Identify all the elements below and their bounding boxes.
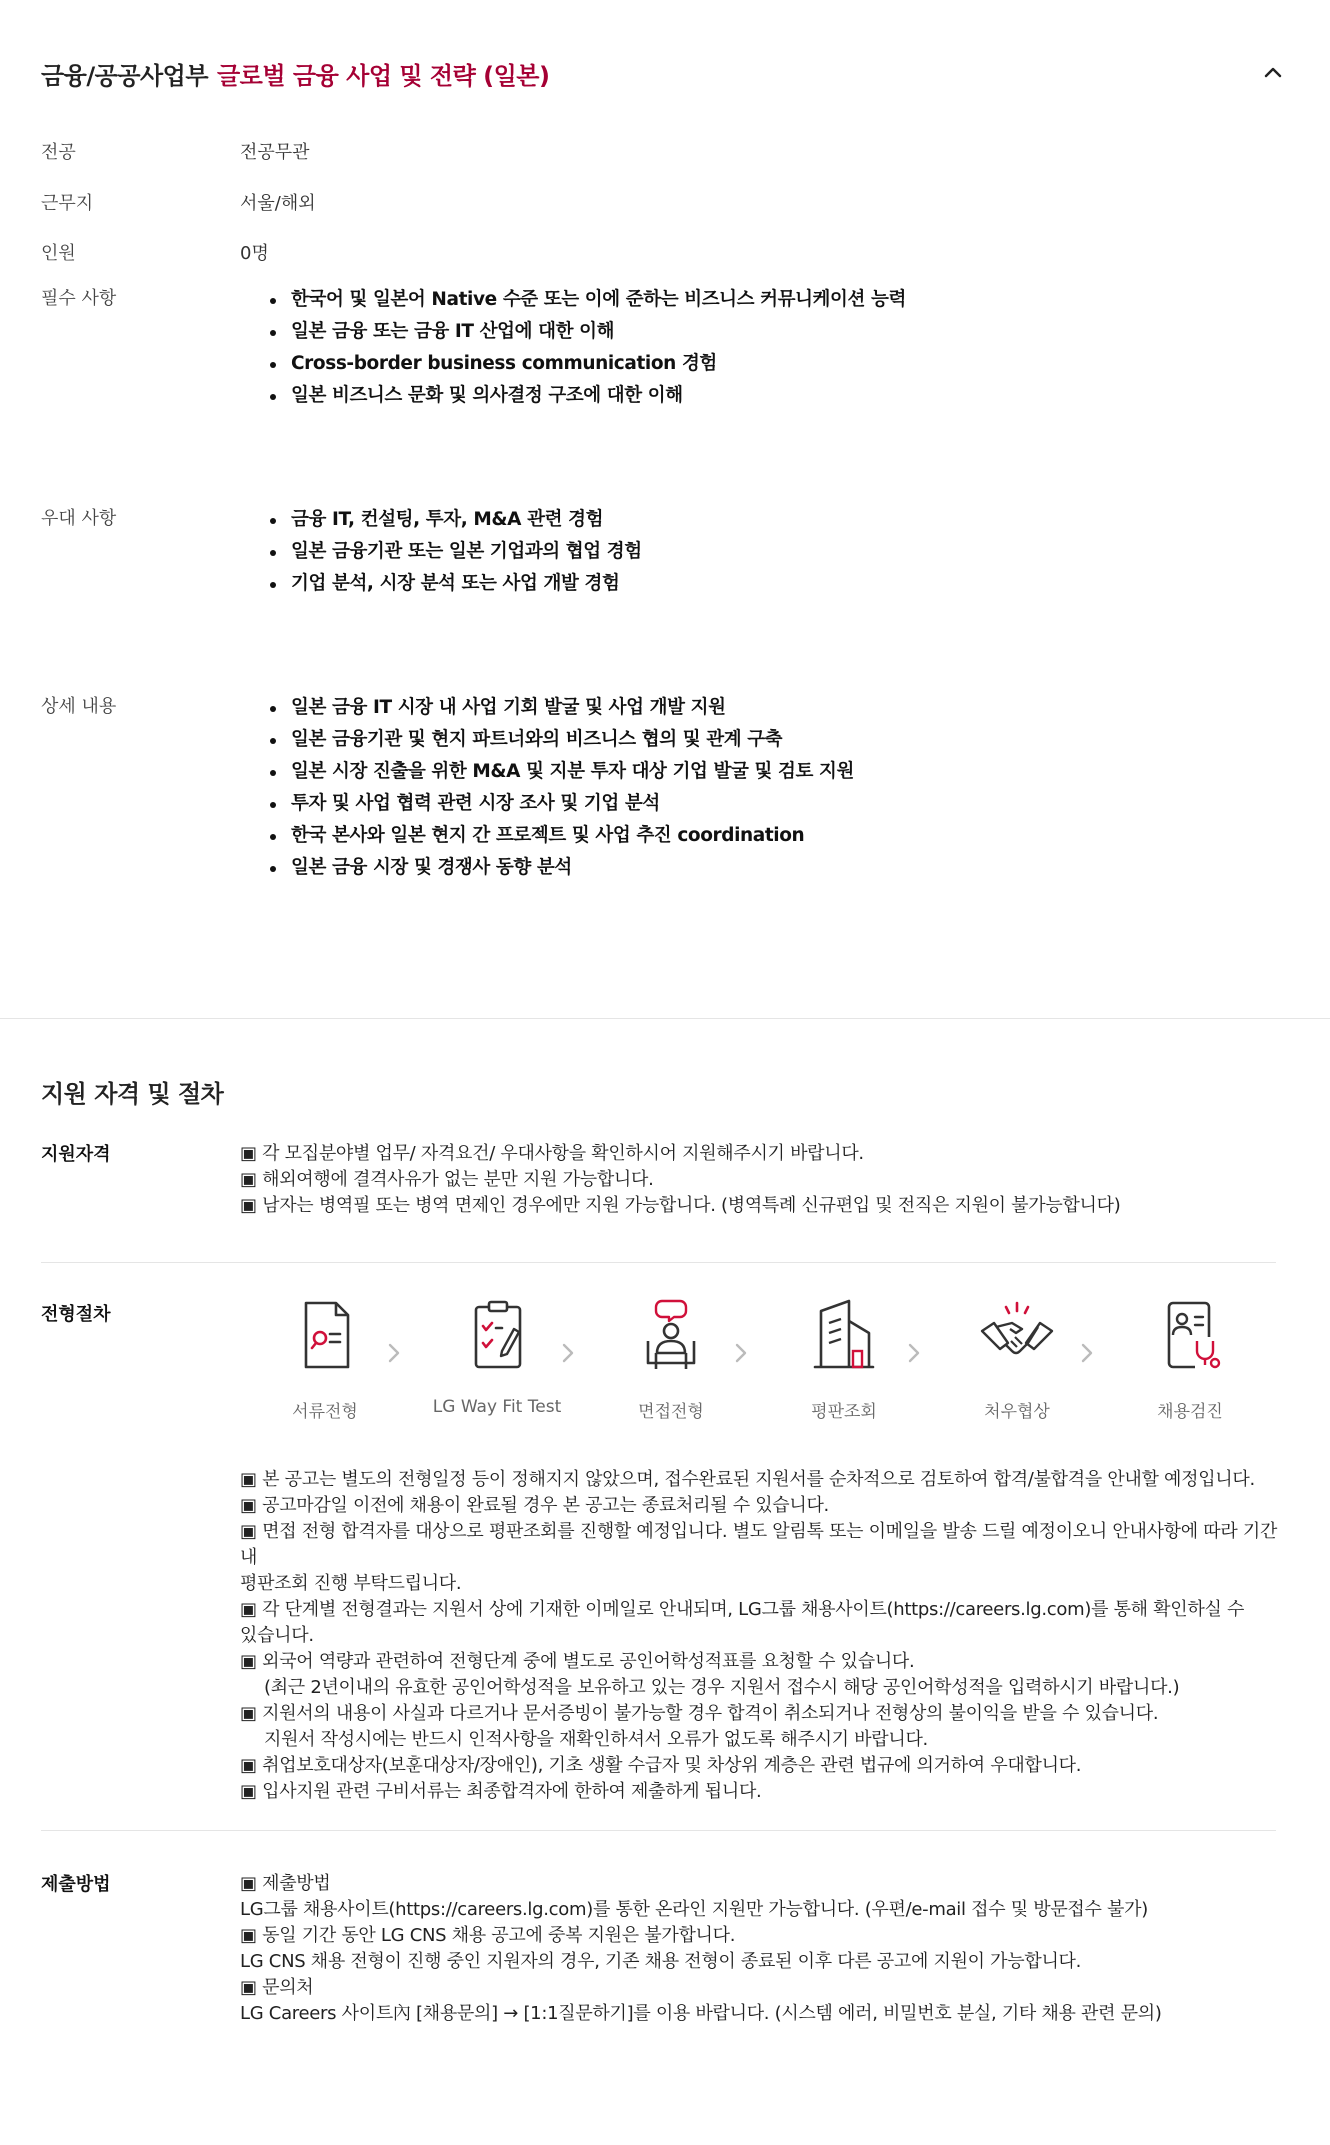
step-label: 채용검진 bbox=[1157, 1402, 1223, 1422]
chevron-right-icon bbox=[1077, 1339, 1097, 1367]
list-item: 일본 금융 또는 금융 IT 산업에 대한 이해 bbox=[270, 316, 906, 348]
list-item: Cross-border business communication 경험 bbox=[270, 348, 906, 380]
interview-icon bbox=[632, 1297, 710, 1375]
handshake-icon bbox=[978, 1297, 1056, 1375]
list-item: 일본 비즈니스 문화 및 의사결정 구조에 대한 이해 bbox=[270, 380, 906, 412]
notice-line: ▣ 남자는 병역필 또는 병역 면제인 경우에만 지원 가능합니다. (병역특례 신규편입 및 전직은 지원이 불가능합니다) bbox=[240, 1195, 1121, 1216]
process-notice bbox=[240, 1467, 1280, 1805]
chevron-right-icon bbox=[558, 1339, 578, 1367]
process-steps bbox=[240, 1297, 1223, 1422]
required-label: 필수 사항 bbox=[41, 288, 117, 309]
document-icon bbox=[286, 1297, 364, 1375]
preferred-list bbox=[270, 504, 642, 600]
notice-line: 평판조회 진행 부탁드립니다. bbox=[240, 1573, 462, 1594]
list-item: 한국 본사와 일본 현지 간 프로젝트 및 사업 추진 coordination bbox=[270, 820, 854, 852]
job-header bbox=[41, 50, 1291, 94]
chevron-right-icon bbox=[384, 1339, 404, 1367]
preferred-label: 우대 사항 bbox=[41, 508, 117, 529]
required-list bbox=[270, 284, 906, 412]
notice-line: (최근 2년이내의 유효한 공인어학성적을 보유하고 있는 경우 지원서 접수시 해당 공인어학성적을 입력하시기 바랍니다.) bbox=[264, 1677, 1180, 1698]
step-fit-test bbox=[412, 1297, 582, 1417]
details-label: 상세 내용 bbox=[41, 696, 117, 717]
major-value: 전공무관 bbox=[240, 142, 310, 163]
details-list bbox=[270, 692, 854, 884]
department-name: 금융/공공사업부 bbox=[41, 62, 209, 90]
qualification-label: 지원자격 bbox=[41, 1144, 111, 1165]
notice-line: 있습니다. bbox=[240, 1625, 314, 1646]
divider bbox=[41, 1262, 1276, 1263]
notice-line: ▣ 동일 기간 동안 LG CNS 채용 공고에 중복 지원은 불가합니다. bbox=[240, 1925, 736, 1946]
test-icon bbox=[458, 1297, 536, 1375]
notice-line: ▣ 지원서의 내용이 사실과 다르거나 문서증빙이 불가능할 경우 합격이 취소되거나 전형상의 불이익을 받을 수 있습니다. bbox=[240, 1703, 1159, 1724]
step-medical-check bbox=[1105, 1297, 1275, 1422]
collapse-button[interactable] bbox=[1255, 54, 1291, 90]
submission-notice bbox=[240, 1871, 1280, 2027]
notice-line: 지원서 작성시에는 반드시 인적사항을 재확인하셔서 오류가 없도록 해주시기 바랍니다. bbox=[264, 1729, 928, 1750]
step-label: 평판조회 bbox=[811, 1402, 877, 1422]
notice-line: ▣ 입사지원 관련 구비서류는 최종합격자에 한하여 제출하게 됩니다. bbox=[240, 1781, 762, 1802]
qualification-notice bbox=[240, 1141, 1280, 1219]
building-icon bbox=[805, 1297, 883, 1375]
notice-line: ▣ 외국어 역량과 관련하여 전형단계 중에 별도로 공인어학성적표를 요청할 수 있습니다. bbox=[240, 1651, 915, 1672]
medical-check-icon bbox=[1151, 1297, 1229, 1375]
process-label: 전형절차 bbox=[41, 1304, 111, 1325]
location-value: 서울/해외 bbox=[240, 193, 316, 214]
headcount-label: 인원 bbox=[41, 243, 76, 264]
step-label: 서류전형 bbox=[292, 1402, 358, 1422]
chevron-right-icon bbox=[904, 1339, 924, 1367]
chevron-right-icon bbox=[731, 1339, 751, 1367]
job-title: 글로벌 금융 사업 및 전략 (일본) bbox=[217, 62, 550, 90]
notice-line: LG CNS 채용 전형이 진행 중인 지원자의 경우, 기존 채용 전형이 종료된 이후 다른 공고에 지원이 가능합니다. bbox=[240, 1951, 1082, 1972]
step-label: LG Way Fit Test bbox=[432, 1397, 562, 1417]
major-label: 전공 bbox=[41, 142, 76, 163]
notice-line: ▣ 각 단계별 전형결과는 지원서 상에 기재한 이메일로 안내되며, LG그룹 채용사이트(https://careers.lg.com)를 통해 확인하실 수 bbox=[240, 1599, 1245, 1620]
list-item: 기업 분석, 시장 분석 또는 사업 개발 경험 bbox=[270, 568, 642, 600]
step-label: 처우협상 bbox=[984, 1402, 1050, 1422]
notice-line: ▣ 취업보호대상자(보훈대상자/장애인), 기초 생활 수급자 및 차상위 계층은 관련 법규에 의거하여 우대합니다. bbox=[240, 1755, 1082, 1776]
list-item: 일본 금융기관 및 현지 파트너와의 비즈니스 협의 및 관계 구축 bbox=[270, 724, 854, 756]
notice-line: ▣ 각 모집분야별 업무/ 자격요건/ 우대사항을 확인하시어 지원해주시기 바랍니다. bbox=[240, 1143, 864, 1164]
location-label: 근무지 bbox=[41, 193, 94, 214]
notice-line: ▣ 본 공고는 별도의 전형일정 등이 정해지지 않았으며, 접수완료된 지원서를 순차적으로 검토하여 합격/불합격을 안내할 예정입니다. bbox=[240, 1469, 1255, 1490]
list-item: 일본 금융 IT 시장 내 사업 기회 발굴 및 사업 개발 지원 bbox=[270, 692, 854, 724]
submission-label: 제출방법 bbox=[41, 1874, 111, 1895]
list-item: 투자 및 사업 협력 관련 시장 조사 및 기업 분석 bbox=[270, 788, 854, 820]
section-divider bbox=[0, 1018, 1330, 1019]
list-item: 금융 IT, 컨설팅, 투자, M&A 관련 경험 bbox=[270, 504, 642, 536]
divider bbox=[41, 1830, 1276, 1831]
notice-line: ▣ 문의처 bbox=[240, 1977, 314, 1998]
list-item: 한국어 및 일본어 Native 수준 또는 이에 준하는 비즈니스 커뮤니케이션 능력 bbox=[270, 284, 906, 316]
chevron-up-icon bbox=[1255, 54, 1291, 90]
procedure-section-title: 지원 자격 및 절차 bbox=[41, 1080, 224, 1108]
headcount-value: 0명 bbox=[240, 243, 269, 264]
list-item: 일본 금융 시장 및 경쟁사 동향 분석 bbox=[270, 852, 854, 884]
notice-line: ▣ 제출방법 bbox=[240, 1873, 331, 1894]
notice-line: ▣ 면접 전형 합격자를 대상으로 평판조회를 진행할 예정입니다. 별도 알림톡 또는 이메일을 발송 드릴 예정이오니 안내사항에 따라 기간 내 bbox=[240, 1521, 1278, 1568]
list-item: 일본 시장 진출을 위한 M&A 및 지분 투자 대상 기업 발굴 및 검토 지원 bbox=[270, 756, 854, 788]
notice-line: ▣ 해외여행에 결격사유가 없는 분만 지원 가능합니다. bbox=[240, 1169, 654, 1190]
notice-line: LG Careers 사이트內 [채용문의] → [1:1질문하기]를 이용 바랍니다. (시스템 에러, 비밀번호 분실, 기타 채용 관련 문의) bbox=[240, 2003, 1162, 2024]
notice-line: ▣ 공고마감일 이전에 채용이 완료될 경우 본 공고는 종료처리될 수 있습니다. bbox=[240, 1495, 829, 1516]
step-label: 면접전형 bbox=[638, 1402, 704, 1422]
list-item: 일본 금융기관 또는 일본 기업과의 협업 경험 bbox=[270, 536, 642, 568]
notice-line: LG그룹 채용사이트(https://careers.lg.com)를 통한 온라인 지원만 가능합니다. (우편/e-mail 접수 및 방문접수 불가) bbox=[240, 1899, 1148, 1920]
